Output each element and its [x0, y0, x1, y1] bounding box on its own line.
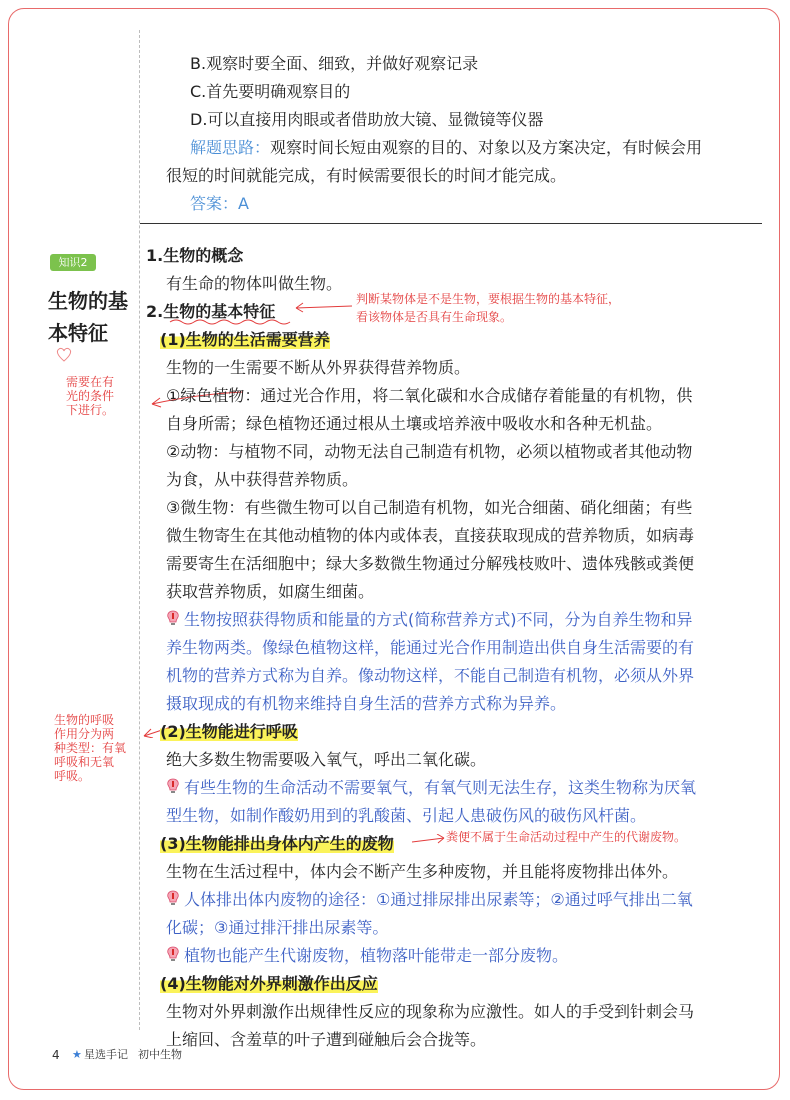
tip4: 植物也能产生代谢废物，植物落叶能带走一部分废物。 — [184, 946, 569, 965]
wavy-underline-icon — [168, 318, 298, 326]
note2-line: 呼吸和无氧 — [54, 755, 115, 769]
s4-line-1: 生物对外界刺激作出规律性反应的现象称为应激性。如人的手受到针刺会马 — [166, 1002, 695, 1021]
micro-line-3: 需要寄生在活细胞中；绿大多数微生物通过分解残枝败叶、遗体残骸或粪便 — [166, 554, 695, 573]
arrow-h2-icon — [292, 300, 356, 314]
tip1-line-2: 养生物两类。像绿色植物这样，能通过光合作用制造出供自身生活需要的有 — [166, 638, 695, 657]
subject-title: 初中生物 — [138, 1048, 182, 1061]
sub-heading-1: (1)生物的生活需要营养 — [160, 330, 330, 349]
arrow-s3-icon — [408, 834, 448, 848]
sub-heading-4: (4)生物能对外界刺激作出反应 — [160, 974, 378, 993]
knowledge-badge: 知识2 — [50, 254, 96, 271]
analysis-line-2: 很短的时间就能完成，有时候需要很长的时间才能完成。 — [166, 166, 567, 185]
note-s3: 粪便不属于生命活动过程中产生的代谢废物。 — [446, 830, 687, 844]
micro-line-1: ③微生物：有些微生物可以自己制造有机物，如光合细菌、硝化细菌；有些 — [166, 498, 693, 517]
tip-bulb-icon — [166, 946, 180, 962]
animal-line-2: 为食，从中获得营养物质。 — [166, 470, 359, 489]
heading-1: 1.生物的概念 — [146, 246, 244, 265]
tip-bulb-icon — [166, 890, 180, 906]
tip3-line-1: 人体排出体内废物的途径：①通过排尿排出尿素等；②通过呼气排出二氧 — [184, 890, 693, 909]
side-title-line-2: 本特征 — [48, 321, 108, 345]
tip2-line-2: 型生物，如制作酸奶用到的乳酸菌、引起人患破伤风的破伤风杆菌。 — [166, 806, 647, 825]
s4-line-2: 上缩回、含羞草的叶子遭到碰触后会合拢等。 — [166, 1030, 487, 1049]
star-icon: ★ — [72, 1048, 82, 1061]
micro-line-4: 获取营养物质，如腐生细菌。 — [166, 582, 375, 601]
heart-doodle-icon — [55, 346, 73, 362]
answer-label: 答案： — [190, 194, 239, 213]
sub-heading-3: (3)生物能排出身体内产生的废物 — [160, 834, 394, 853]
answer-line — [190, 194, 249, 214]
note2-line: 作用分为两 — [54, 727, 115, 741]
note2-line: 呼吸。 — [54, 769, 91, 783]
note-h2-line-1: 判断某物体是不是生物，要根据生物的基本特征， — [356, 292, 621, 306]
side-title-line-1: 生物的基 — [48, 289, 128, 313]
note-h2-line-2: 看该物体是否具有生命现象。 — [356, 310, 513, 324]
option-d: D.可以直接用肉眼或者借助放大镜、显微镜等仪器 — [190, 110, 544, 129]
option-c: C.首先要明确观察目的 — [190, 82, 351, 101]
s1-paragraph: 生物的一生需要不断从外界获得营养物质。 — [166, 358, 471, 377]
sub-heading-2: (2)生物能进行呼吸 — [160, 722, 298, 741]
animal-line-1: ②动物：与植物不同，动物无法自己制造有机物，必须以植物或者其他动物 — [166, 442, 693, 461]
plant-line-2: 自身所需；绿色植物还通过根从土壤或培养液中吸收水和各种无机盐。 — [166, 414, 663, 433]
analysis-line-1 — [190, 138, 702, 158]
plant-line-1: ①绿色植物：通过光合作用，将二氧化碳和水合成储存着能量的有机物，供 — [166, 386, 693, 405]
note1-line: 需要在有 — [66, 375, 115, 389]
analysis-text-1: 观察时间长短由观察的目的、对象以及方案决定，有时候会用 — [270, 138, 703, 157]
section-divider — [140, 223, 762, 224]
s2-paragraph: 绝大多数生物需要吸入氧气，呼出二氧化碳。 — [166, 750, 487, 769]
side-title — [48, 285, 128, 349]
tip-bulb-icon — [166, 610, 180, 626]
note1-line: 下进行。 — [66, 403, 115, 417]
margin-divider — [139, 30, 140, 1030]
margin-note-respiration — [54, 713, 138, 783]
tip2-line-1: 有些生物的生命活动不需要氧气，有氧气则无法生存，这类生物称为厌氧 — [184, 778, 697, 797]
book-title: 星选手记 — [84, 1048, 128, 1061]
tip1-line-3: 机物的营养方式称为自养。像动物这样，不能自己制造有机物，必须从外界 — [166, 666, 695, 685]
answer-value: A — [238, 194, 249, 213]
tip1-line-4: 摄取现成的有机物来维持自身生活的营养方式称为异养。 — [166, 694, 567, 713]
page-number: 4 — [52, 1048, 60, 1062]
analysis-label: 解题思路： — [190, 138, 271, 157]
tip-bulb-icon — [166, 778, 180, 794]
note2-line: 生物的呼吸 — [54, 713, 115, 727]
tip1-line-1: 生物按照获得物质和能量的方式(简称营养方式)不同，分为自养生物和异 — [184, 610, 693, 629]
note1-line: 光的条件 — [66, 389, 115, 403]
heading-2: 2.生物的基本特征 — [146, 302, 276, 321]
micro-line-2: 微生物寄生在其他动植物的体内或体表，直接获取现成的营养物质，如病毒 — [166, 526, 695, 545]
s3-paragraph: 生物在生活过程中，体内会不断产生多种废物，并且能将废物排出体外。 — [166, 862, 679, 881]
option-b: B.观察时要全面、细致，并做好观察记录 — [190, 54, 479, 73]
paragraph-1: 有生命的物体叫做生物。 — [166, 274, 343, 293]
margin-note-photosynthesis — [66, 375, 128, 417]
note2-line: 种类型：有氧 — [54, 741, 127, 755]
tip3-line-2: 化碳；③通过排汗排出尿素等。 — [166, 918, 389, 937]
